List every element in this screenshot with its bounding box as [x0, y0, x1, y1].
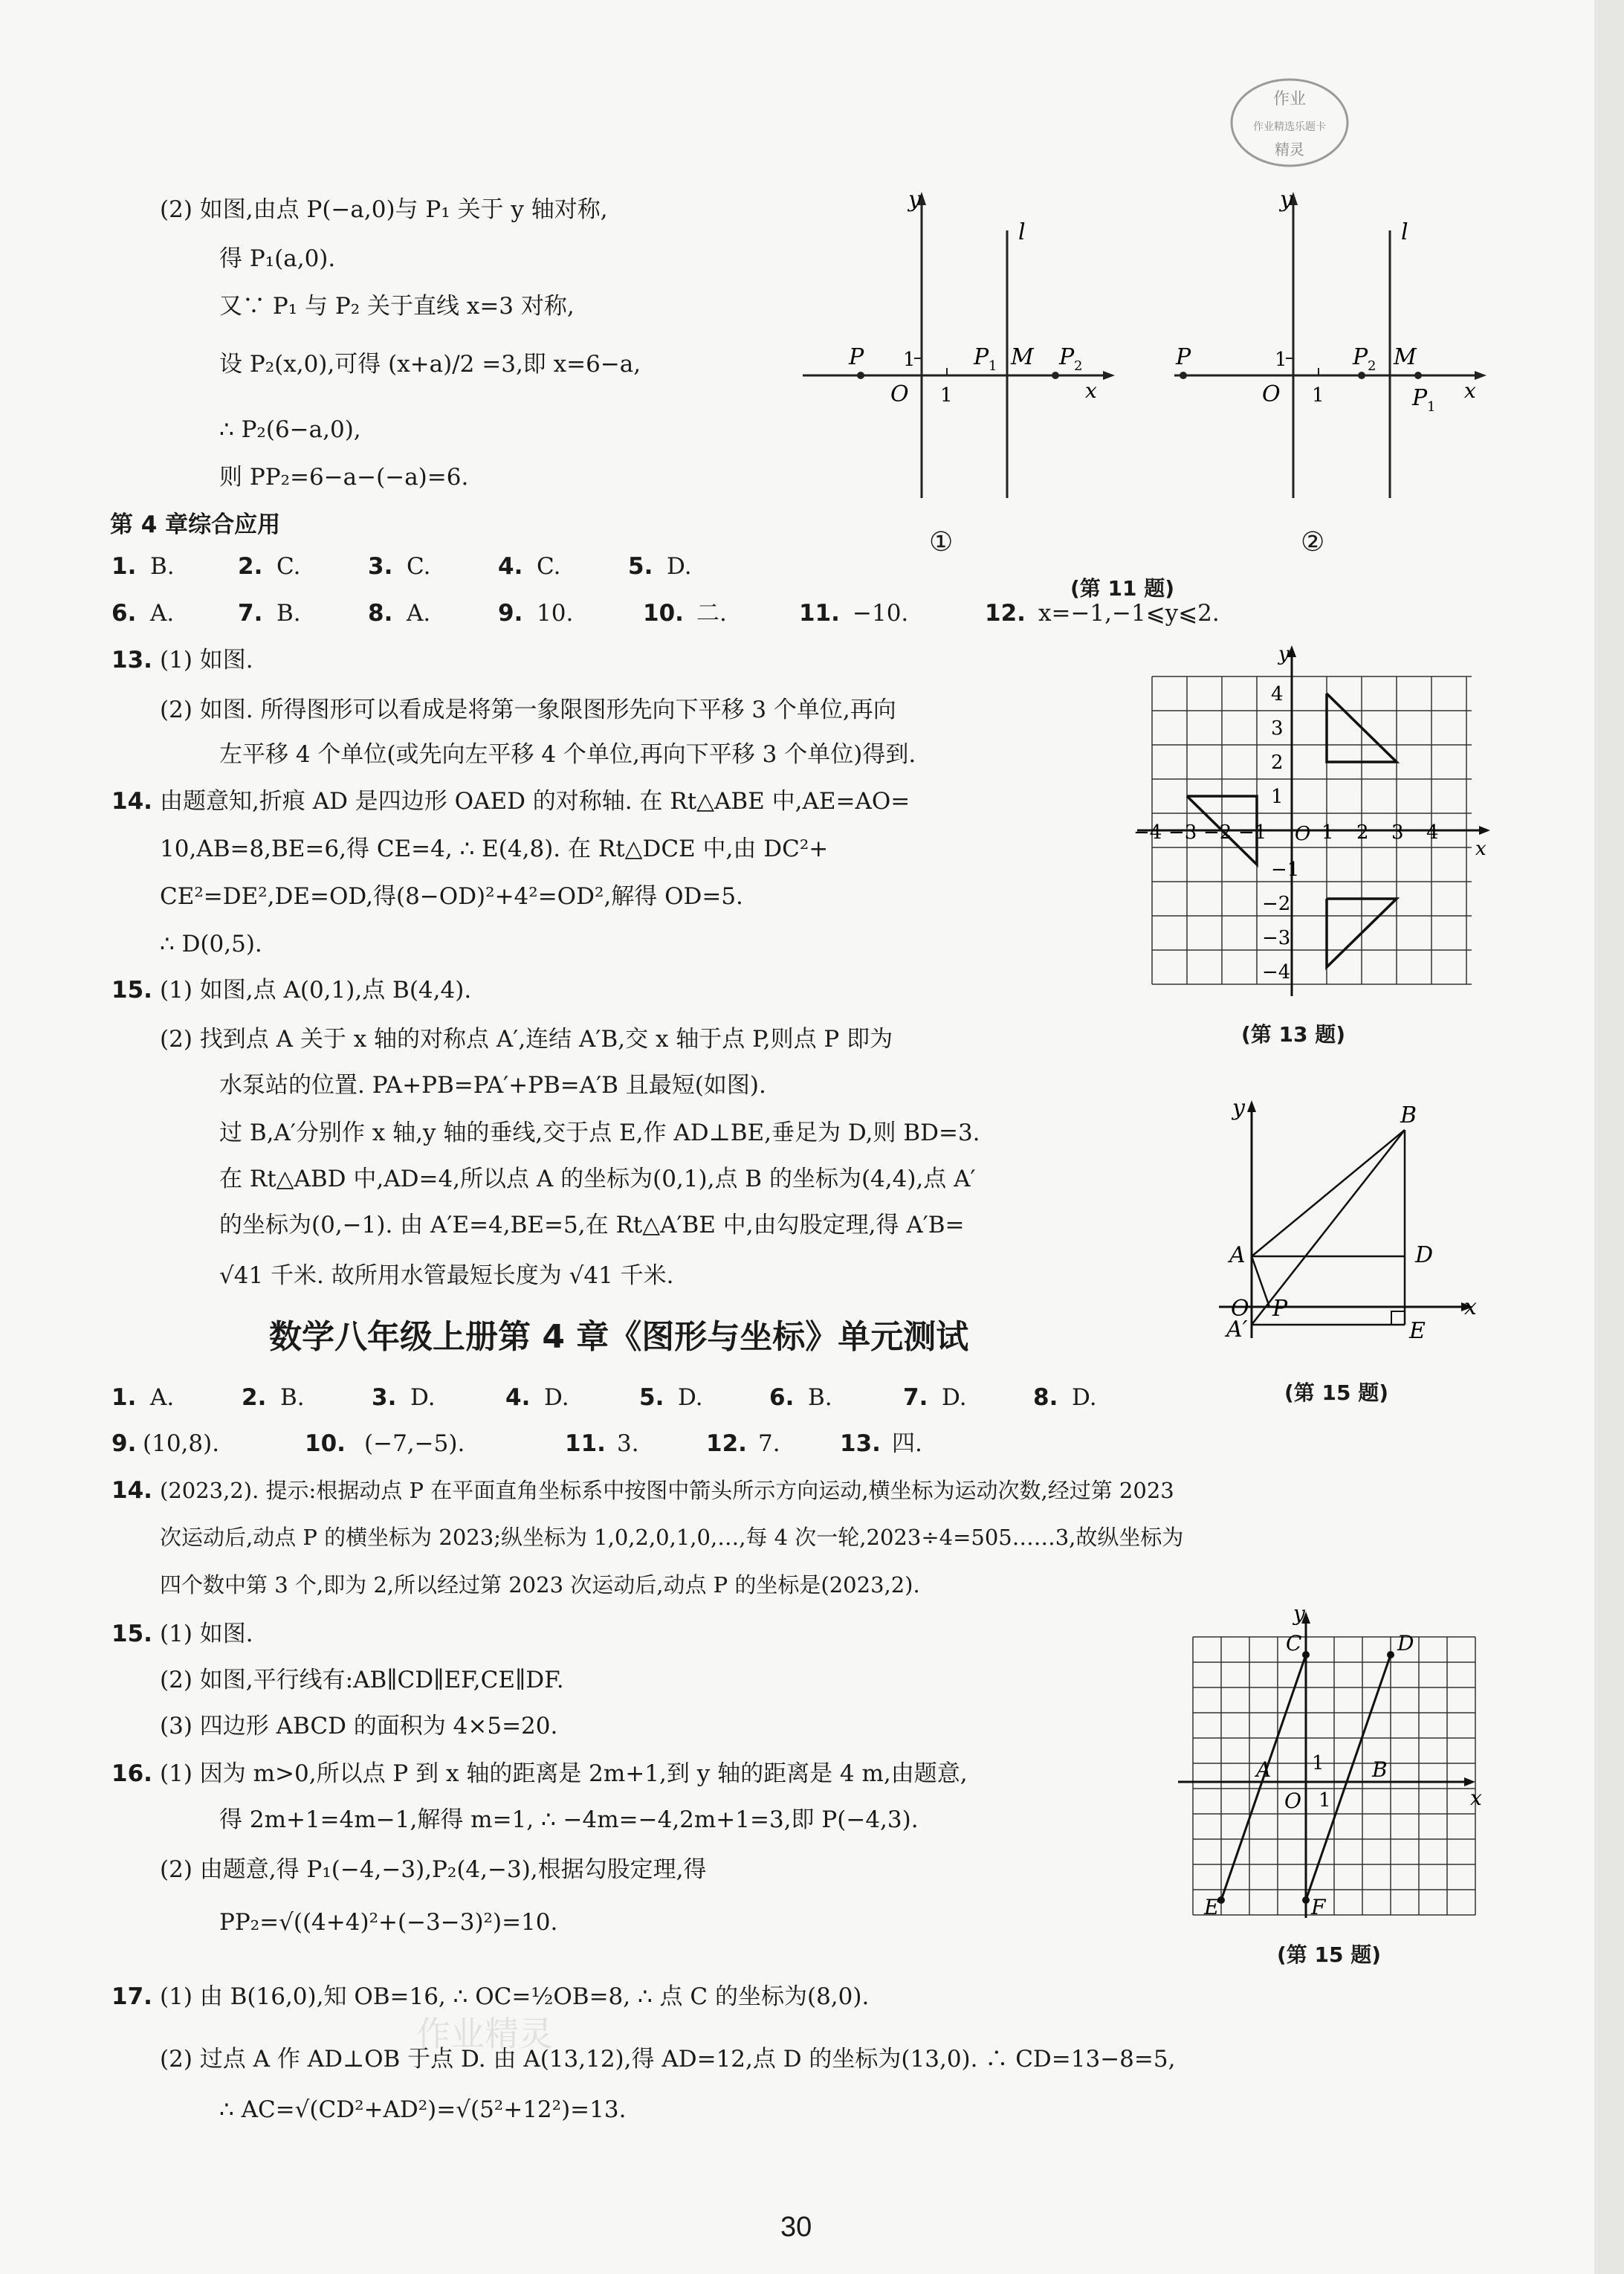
- q11-figure-1-label: ①: [929, 527, 954, 558]
- svg-text:O: O: [1295, 823, 1311, 845]
- answer-num: 9.: [498, 600, 523, 627]
- svg-text:4: 4: [1271, 683, 1284, 705]
- svg-text:M: M: [1394, 344, 1417, 370]
- svg-text:1: 1: [1271, 786, 1284, 808]
- svg-text:P: P: [1412, 385, 1428, 411]
- svg-text:O: O: [1284, 1789, 1301, 1813]
- answer-val: 7.: [758, 1430, 780, 1457]
- unit-q14-line-3: 四个数中第 3 个,即为 2,所以经过第 2023 次运动后,动点 P 的坐标是(2023,2).: [160, 1572, 920, 1598]
- svg-text:−2: −2: [1203, 821, 1232, 844]
- svg-text:B: B: [1400, 1102, 1417, 1128]
- q11-line-3: 又∵ P₁ 与 P₂ 关于直线 x=3 对称,: [219, 293, 575, 320]
- answer-val: −10.: [853, 600, 909, 627]
- svg-text:F: F: [1311, 1895, 1326, 1918]
- svg-text:1: 1: [1312, 1752, 1324, 1774]
- answer-num: 8.: [368, 600, 393, 627]
- q14-line-4: ∴ D(0,5).: [160, 931, 262, 957]
- svg-text:−4: −4: [1133, 821, 1162, 844]
- svg-text:P: P: [1353, 344, 1368, 370]
- svg-text:1: 1: [903, 349, 916, 371]
- svg-text:−4: −4: [1262, 961, 1291, 983]
- answer-num: 10.: [305, 1430, 346, 1457]
- svg-text:P: P: [1176, 344, 1191, 370]
- svg-text:A: A: [1229, 1242, 1246, 1268]
- q15-line-1: (1) 如图,点 A(0,1),点 B(4,4).: [160, 977, 472, 1004]
- answer-num: 1.: [111, 553, 137, 580]
- q13-number: 13.: [111, 647, 152, 674]
- answer-val: B.: [808, 1384, 832, 1411]
- svg-text:精灵: 精灵: [1275, 140, 1304, 158]
- unit-q14-line-1: (2023,2). 提示:根据动点 P 在平面直角坐标系中按图中箭头所示方向运动,横坐标为运动次数,经过第 2023: [160, 1478, 1174, 1503]
- q13-line-2: (2) 如图. 所得图形可以看成是将第一象限图形先向下平移 3 个单位,再向: [160, 697, 896, 723]
- q11-figure-1: [795, 186, 1122, 513]
- answer-val: C.: [276, 553, 301, 580]
- svg-text:x: x: [1085, 378, 1097, 403]
- stamp-logo: [1226, 74, 1353, 171]
- answer-val: D.: [942, 1384, 967, 1411]
- svg-text:y: y: [1293, 1606, 1305, 1626]
- svg-text:P: P: [1059, 344, 1075, 370]
- answer-num: 13.: [840, 1430, 881, 1457]
- q15-line-3: 水泵站的位置. PA+PB=PA′+PB=A′B 且最短(如图).: [219, 1072, 766, 1099]
- answer-num: 8.: [1033, 1384, 1058, 1411]
- unit-q14-line-2: 次运动后,动点 P 的横坐标为 2023;纵坐标为 1,0,2,0,1,0,…,每 4 次一轮,2023÷4=505……3,故纵坐标为: [160, 1525, 1184, 1550]
- answer-val: D.: [410, 1384, 436, 1411]
- svg-text:1: 1: [989, 358, 997, 374]
- svg-text:O: O: [890, 381, 909, 407]
- q15-line-5: 在 Rt△ABD 中,AD=4,所以点 A 的坐标为(0,1),点 B 的坐标为(4,4),点 A′: [219, 1166, 976, 1192]
- q15-line-7: √41 千米. 故所用水管最短长度为 √41 千米.: [219, 1262, 674, 1289]
- svg-text:P: P: [1272, 1296, 1288, 1322]
- answer-val: C.: [537, 553, 561, 580]
- q11-figure-2: [1167, 186, 1494, 513]
- q14-line-3: CE²=DE²,DE=OD,得(8−OD)²+4²=OD²,解得 OD=5.: [160, 883, 743, 910]
- answer-num: 7.: [238, 600, 263, 627]
- answer-num: 1.: [111, 1384, 137, 1411]
- q14-line-2: 10,AB=8,BE=6,得 CE=4, ∴ E(4,8). 在 Rt△DCE 中,由 DC²+: [160, 836, 829, 862]
- answer-val: (10,8).: [143, 1430, 220, 1457]
- svg-text:作业: 作业: [1272, 90, 1307, 109]
- svg-text:2: 2: [1368, 358, 1376, 374]
- svg-text:M: M: [1011, 344, 1034, 370]
- q15-line-6: 的坐标为(0,−1). 由 A′E=4,BE=5,在 Rt△A′BE 中,由勾股定理,得 A′B=: [219, 1212, 965, 1238]
- unit-q17-line-1: (1) 由 B(16,0),知 OB=16, ∴ OC=½OB=8, ∴ 点 C 的坐标为(8,0).: [160, 1983, 870, 2010]
- unit-q15-line-3: (3) 四边形 ABCD 的面积为 4×5=20.: [160, 1713, 558, 1740]
- unit-q17-number: 17.: [111, 1983, 152, 2010]
- svg-text:−1: −1: [1271, 859, 1300, 881]
- unit-q16-line-1: (1) 因为 m>0,所以点 P 到 x 轴的距离是 2m+1,到 y 轴的距离是 4 m,由题意,: [160, 1760, 968, 1787]
- answer-num: 2.: [238, 553, 263, 580]
- unit-q15-line-2: (2) 如图,平行线有:AB∥CD∥EF,CE∥DF.: [160, 1667, 564, 1693]
- svg-text:−1: −1: [1238, 821, 1267, 844]
- unit-q16-line-2: 得 2m+1=4m−1,解得 m=1, ∴ −4m=−4,2m+1=3,即 P(−4,3).: [219, 1806, 919, 1833]
- svg-text:1: 1: [1312, 384, 1324, 407]
- svg-text:l: l: [1018, 219, 1026, 245]
- svg-text:1: 1: [940, 384, 953, 407]
- answer-num: 11.: [799, 600, 840, 627]
- svg-text:E: E: [1204, 1895, 1220, 1918]
- answer-val: B.: [150, 553, 175, 580]
- answer-num: 9.: [111, 1430, 137, 1457]
- svg-text:y: y: [908, 187, 921, 213]
- answer-num: 12.: [985, 600, 1026, 627]
- svg-text:B: B: [1372, 1757, 1388, 1782]
- unit-q14-number: 14.: [111, 1477, 152, 1504]
- svg-text:y: y: [1232, 1095, 1245, 1121]
- q14-line-1: 由题意知,折痕 AD 是四边形 OAED 的对称轴. 在 Rt△ABE 中,AE=AO=: [160, 788, 910, 815]
- svg-text:x: x: [1475, 838, 1486, 860]
- svg-text:3: 3: [1391, 821, 1404, 844]
- answer-val: D.: [667, 553, 692, 580]
- q11-line-5: ∴ P₂(6−a,0),: [219, 416, 361, 443]
- q13-line-1: (1) 如图.: [160, 647, 253, 674]
- svg-text:−2: −2: [1262, 893, 1291, 915]
- answer-val: D.: [1072, 1384, 1097, 1411]
- svg-text:A′: A′: [1226, 1317, 1248, 1343]
- unit-q17-line-2: (2) 过点 A 作 AD⊥OB 于点 D. 由 A(13,12),得 AD=12,点 D 的坐标为(13,0). ∴ CD=13−8=5,: [160, 2046, 1176, 2073]
- answer-num: 11.: [565, 1430, 606, 1457]
- q13-caption: (第 13 题): [1241, 1022, 1346, 1047]
- q15-chapter-caption: (第 15 题): [1284, 1380, 1389, 1405]
- answer-num: 6.: [111, 600, 137, 627]
- svg-text:x: x: [1464, 1294, 1477, 1320]
- svg-text:E: E: [1409, 1318, 1426, 1344]
- q11-figure-2-label: ②: [1301, 527, 1325, 558]
- page-number: 30: [780, 2212, 812, 2243]
- ch4-answers-row-2: [111, 598, 1301, 628]
- svg-text:O: O: [1231, 1296, 1249, 1322]
- answer-num: 3.: [372, 1384, 397, 1411]
- answer-val: 10.: [537, 600, 574, 627]
- unit-answers-row-1: [111, 1383, 1226, 1412]
- q15-figure: [1219, 1093, 1486, 1360]
- q13-line-3: 左平移 4 个单位(或先向左平移 4 个单位,再向下平移 3 个单位)得到.: [219, 741, 916, 768]
- svg-text:A: A: [1256, 1757, 1272, 1782]
- q11-line-1: (2) 如图,由点 P(−a,0)与 P₁ 关于 y 轴对称,: [160, 196, 608, 223]
- answer-num: 2.: [242, 1384, 267, 1411]
- answer-val: A.: [150, 1384, 175, 1411]
- answer-num: 4.: [505, 1384, 531, 1411]
- answer-num: 4.: [498, 553, 523, 580]
- answer-val: D.: [678, 1384, 703, 1411]
- q15-number: 15.: [111, 977, 152, 1004]
- watermark: 作业精灵: [416, 2014, 553, 2054]
- answer-num: 7.: [903, 1384, 928, 1411]
- svg-text:l: l: [1401, 219, 1408, 245]
- svg-text:O: O: [1262, 381, 1281, 407]
- answer-val: D.: [544, 1384, 569, 1411]
- answer-val: A.: [150, 600, 175, 627]
- answer-val: B.: [276, 600, 301, 627]
- q13-grid-figure: [1130, 639, 1494, 1004]
- answer-num: 6.: [769, 1384, 795, 1411]
- unit-q17-line-3: ∴ AC=√(CD²+AD²)=√(5²+12²)=13.: [219, 2096, 627, 2123]
- answer-val: 四.: [892, 1430, 922, 1457]
- svg-text:1: 1: [1319, 1789, 1331, 1812]
- answer-num: 10.: [643, 600, 684, 627]
- unit-q16-number: 16.: [111, 1760, 152, 1787]
- q14-number: 14.: [111, 788, 152, 815]
- svg-text:1: 1: [1427, 399, 1436, 415]
- q15-line-2: (2) 找到点 A 关于 x 轴的对称点 A′,连结 A′B,交 x 轴于点 P,则点 P 即为: [160, 1026, 893, 1053]
- unit-answers-row-2: [111, 1429, 1226, 1459]
- unit-q15-number: 15.: [111, 1621, 152, 1647]
- q11-line-2: 得 P₁(a,0).: [219, 245, 336, 272]
- svg-text:3: 3: [1271, 717, 1284, 740]
- svg-text:1: 1: [1321, 821, 1334, 844]
- unit-q15-grid-figure: [1174, 1606, 1486, 1918]
- q11-line-6: 则 PP₂=6−a−(−a)=6.: [219, 464, 469, 491]
- svg-text:C: C: [1286, 1631, 1302, 1656]
- svg-text:y: y: [1280, 187, 1293, 213]
- svg-text:1: 1: [1275, 349, 1287, 371]
- q15-line-4: 过 B,A′分别作 x 轴,y 轴的垂线,交于点 E,作 AD⊥BE,垂足为 D,则 BD=3.: [219, 1120, 980, 1146]
- svg-text:P: P: [849, 344, 864, 370]
- unit-test-title: 数学八年级上册第 4 章《图形与坐标》单元测试: [269, 1318, 969, 1356]
- svg-text:x: x: [1464, 378, 1476, 403]
- answer-val: B.: [280, 1384, 305, 1411]
- svg-text:y: y: [1278, 643, 1290, 665]
- svg-text:D: D: [1397, 1631, 1414, 1656]
- ch4-answers-row-1: [111, 552, 1003, 581]
- svg-text:−3: −3: [1262, 927, 1291, 949]
- svg-text:2: 2: [1356, 821, 1369, 844]
- unit-q15-line-1: (1) 如图.: [160, 1621, 253, 1647]
- ch4-heading: 第 4 章综合应用: [110, 511, 281, 538]
- answer-num: 5.: [628, 553, 653, 580]
- answer-val: C.: [407, 553, 431, 580]
- unit-q16-line-3: (2) 由题意,得 P₁(−4,−3),P₂(4,−3),根据勾股定理,得: [160, 1856, 707, 1883]
- svg-text:2: 2: [1074, 358, 1083, 374]
- answer-val: (−7,−5).: [364, 1430, 465, 1457]
- stamp-icon: [1226, 74, 1353, 171]
- svg-text:4: 4: [1426, 821, 1439, 844]
- unit-q16-line-4: PP₂=√((4+4)²+(−3−3)²)=10.: [219, 1909, 558, 1936]
- unit-q15-caption: (第 15 题): [1277, 1942, 1382, 1967]
- q11-line-4: 设 P₂(x,0),可得 (x+a)/2 =3,即 x=6−a,: [219, 351, 641, 378]
- svg-text:P: P: [974, 344, 989, 370]
- answer-val: 3.: [617, 1430, 639, 1457]
- answer-val: x=−1,−1⩽y⩽2.: [1038, 600, 1220, 627]
- page-edge: [1594, 0, 1624, 2274]
- answer-num: 12.: [706, 1430, 747, 1457]
- svg-text:2: 2: [1271, 752, 1284, 774]
- svg-text:D: D: [1415, 1242, 1434, 1268]
- answer-val: A.: [407, 600, 431, 627]
- svg-text:−3: −3: [1168, 821, 1197, 844]
- answer-num: 3.: [368, 553, 393, 580]
- q11-caption: (第 11 题): [1070, 576, 1175, 601]
- answer-val: 二.: [696, 600, 727, 627]
- svg-text:作业精选乐题卡: 作业精选乐题卡: [1253, 121, 1326, 133]
- answer-num: 5.: [639, 1384, 664, 1411]
- svg-text:x: x: [1470, 1786, 1482, 1810]
